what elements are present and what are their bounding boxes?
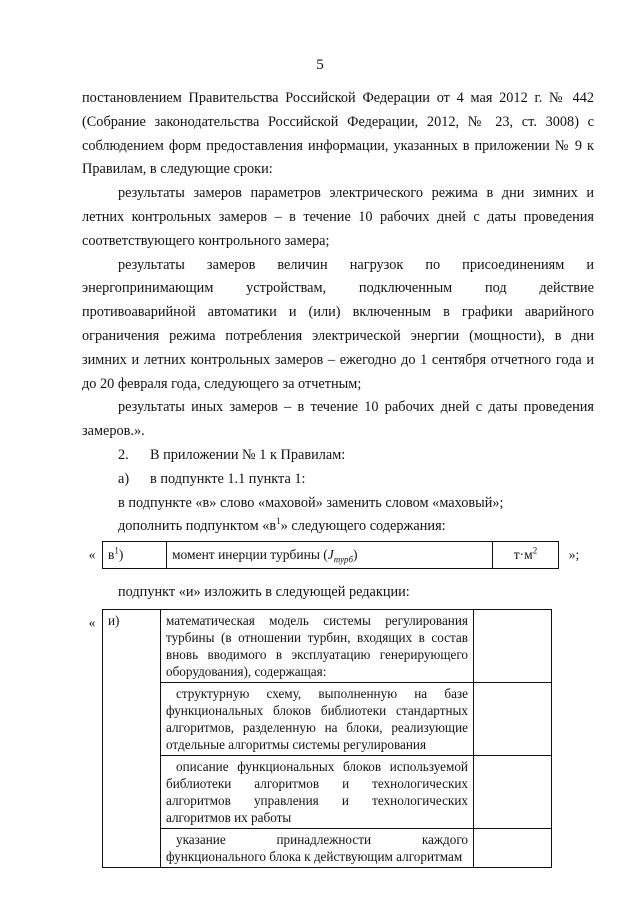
item-2 [82,444,594,468]
paragraph-4: результаты иных замеров – в течение 10 рабочих дней с даты проведения замеров.». [82,399,594,440]
table-2 [102,609,552,868]
table-2-row-3-unit [474,755,552,828]
table-2-code: и) [103,609,161,867]
table-2-row-2: структурную схему, выполненную на базе функциональных блоков библиотеки стандартных алгоритмов, разделенную на блоки, реализующие отдельные алгоритмы системы регулирования [161,682,474,755]
table-1-description: момент инерции турбины $(J_{турб})$ [167,542,493,569]
table-1-close-quote: »; [568,547,580,563]
table-2-row-1: математическая модель системы регулирования турбины (в отношении турбин, входящих в состав вновь вводимого в эксплуатацию генерирующего оборудования), содержащая: [161,609,474,682]
table-1-code: $в^1$) [103,542,167,569]
table-1-unit: $т\cdot м^2$ [493,542,559,569]
table-1 [102,541,559,569]
table-2-row-3: описание функциональных блоков используемой библиотеки алгоритмов и технологических алгоритмов управления и технологических алгоритмов их работы [161,755,474,828]
item-a-number: а) [118,470,130,487]
table-2-row-4-unit [474,828,552,867]
document-body [82,87,594,868]
paragraph-7: подпункт «и» изложить в следующей редакции: [118,583,410,600]
paragraph-6: дополнить подпунктом «$в^1$» следующего содержания: [118,516,446,535]
table-2-row [82,609,594,868]
item-a-text: в подпункте 1.1 пункта 1: [150,470,306,487]
paragraph-3: результаты замеров величин нагрузок по присоединениям и энергопринимающим устройствам, подключенным под действие противоаварийной автоматики и (или) включенным в графики аварийного ограничения режима потребления электрической энергии (мощности), в дни зимних и летних контрольных замеров – ежегодно до 1 сентября отчетного года и до 20 февраля года, следующего за отчетным; [82,256,594,392]
paragraph-5: в подпункте «в» слово «маховой» заменить словом «маховый»; [118,494,504,511]
paragraph-1: постановлением Правительства Российской Федерации от 4 мая 2012 г. № 442 (Собрание законодательства Российской Федерации, 2012, № 23, ст. 3008) с соблюдением форм предоставления информации, указанных в приложении № 9 к Правилам, в следующие сроки: [82,90,594,178]
table-1-row [82,541,594,569]
page-number: 5 [316,57,324,73]
table-2-open-quote: « [88,614,96,630]
table-2-row-2-unit [474,682,552,755]
table-2-row-4: указание принадлежности каждого функционального блока к действующим алгоритмам [161,828,474,867]
paragraph-2: результаты замеров параметров электрического режима в дни зимних и летних контрольных замеров – в течение 10 рабочих дней с даты проведения соответствующего контрольного замера; [82,185,594,249]
item-2-number: 2. [118,446,129,463]
item-a [82,468,594,492]
item-2-text: В приложении № 1 к Правилам: [150,446,346,463]
table-1-open-quote: « [88,547,96,563]
table-2-row-1-unit [474,609,552,682]
